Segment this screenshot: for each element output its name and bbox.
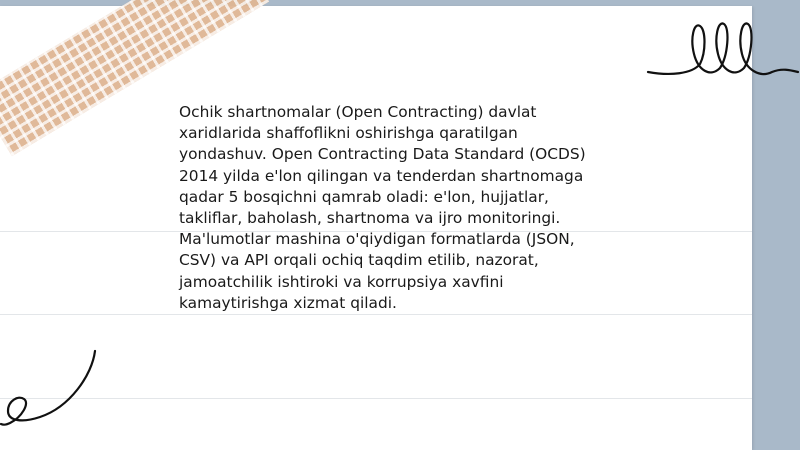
- paper-rule-line: [0, 314, 752, 315]
- bottom-left-loop-doodle-icon: [0, 345, 110, 430]
- paper-rule-line: [0, 398, 752, 399]
- top-right-loop-doodle-icon: [640, 12, 800, 82]
- slide-body-text: Ochik shartnomalar (Open Contracting) davlat xaridlarida shaffoflikni oshirishga qaratilgan yondashuv. Open Contracting Data Standard (OCDS) 2014 yilda e'lon qilingan va tenderdan shartnomaga qadar 5 bosqichni qamrab oladi: e'lon, hujjatlar, takliflar, baholash, shartnoma va ijro monitoringi. Ma'lumotlar mashina o'qiydigan formatlarda (JSON, CSV) va API orqali ochiq taqdim etilib, nazorat, jamoatchilik ishtiroki va korrupsiya xavfini kamaytirishga xizmat qiladi.: [179, 103, 586, 312]
